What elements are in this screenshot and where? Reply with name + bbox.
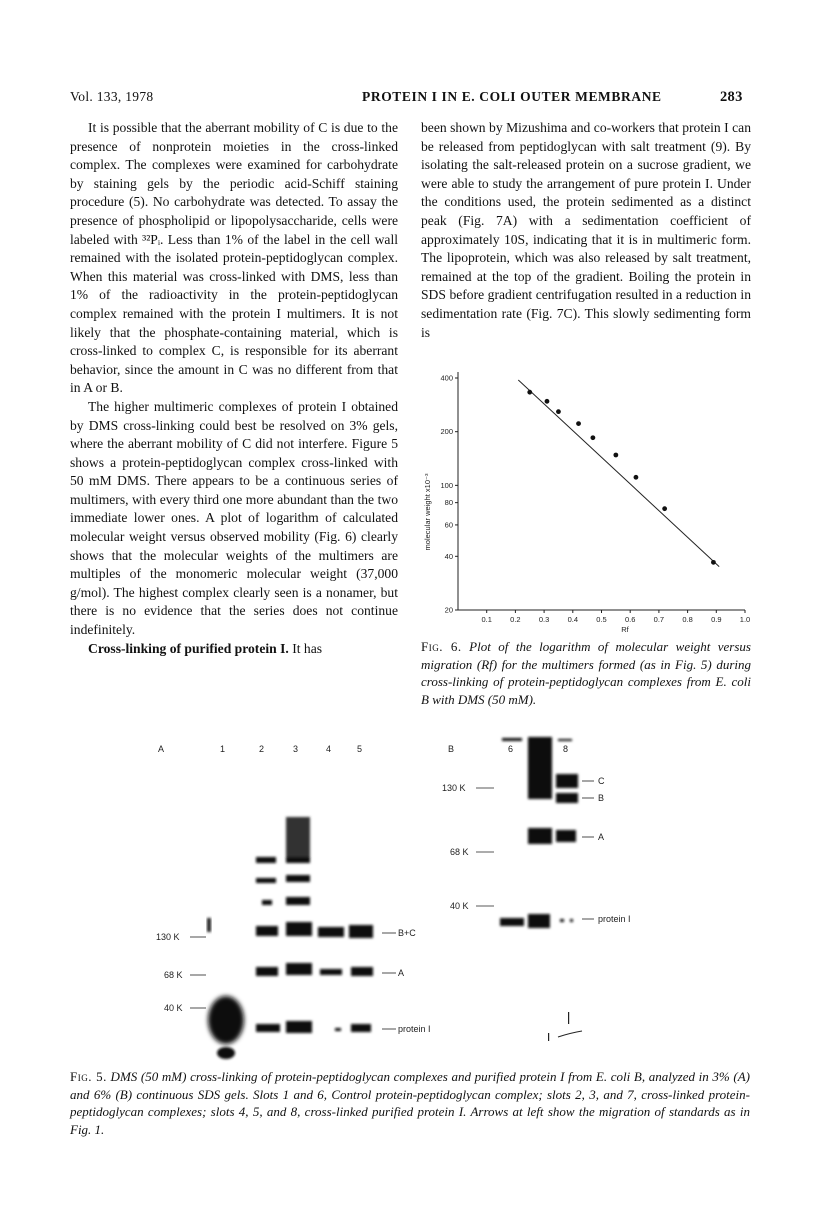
lane-6-bands <box>500 738 524 926</box>
y-axis-label: molecular weight x10⁻³ <box>423 473 432 551</box>
paragraph <box>70 640 398 659</box>
y-tick-label: 20 <box>444 605 453 615</box>
marker-label: 130 K <box>156 932 180 942</box>
marker-label: 40 K <box>450 901 469 911</box>
data-point <box>545 399 550 404</box>
y-tick-label: 60 <box>444 520 453 530</box>
panel-b-label: B <box>448 744 455 754</box>
paragraph: The higher multimeric complexes of protein I obtained by DMS cross-linking could best be resolved on 3% gels, where the aberrant mobility of C did not interfere. Figure 5 shows a protein-peptidoglycan complex cross-linked with 50 mM DMS. There appears to be a continuous series of multimers, with every third one more abundant than the two immediate lower ones. A plot of logarithm of calculated molecular weight versus observed mobility (Fig. 6) clearly shows that the molecular weights of the multimers are multiples of the monomeric molecular weight (37,000 g/mol). The highest complex clearly seen is a nonamer, but there is no evidence that the series does not continue indefinitely. <box>70 398 398 638</box>
band-label: protein I <box>598 914 631 924</box>
figure-6-plot <box>420 362 755 637</box>
lane-1-bands <box>207 918 244 1059</box>
data-point <box>634 475 639 480</box>
lane-number: 2 <box>259 744 265 754</box>
lane-2-bands <box>256 857 280 1032</box>
band-label: A <box>598 832 605 842</box>
data-point <box>576 421 581 426</box>
data-point <box>711 560 716 565</box>
gel-artifact-mark <box>558 1031 582 1037</box>
lane-7-bands <box>528 737 552 928</box>
plot-axes <box>458 372 745 610</box>
panel-a-label: A <box>158 744 165 754</box>
x-tick-label: 0.7 <box>653 615 665 624</box>
running-header-title: PROTEIN I IN E. COLI OUTER MEMBRANE <box>362 89 662 104</box>
y-tick-label: 40 <box>444 551 453 561</box>
lane-8-bands <box>556 739 578 922</box>
lane-4-bands <box>318 927 344 1031</box>
x-tick-label: 0.6 <box>624 615 636 624</box>
section-heading: Cross-linking of purified protein I. <box>88 640 289 656</box>
x-tick-label: 0.2 <box>510 615 521 624</box>
y-tick-label: 400 <box>440 373 453 383</box>
data-point <box>556 409 561 414</box>
paragraph: been shown by Mizushima and co-workers that protein I can be released from peptidoglycan with salt treatment (9). By isolating the salt-released protein on a sucrose gradient, we were able to study the arrangement of pure protein I. Under the conditions used, the protein sedimented as a distinct peak (Fig. 7A) with a sedimentation coefficient of approximately 10S, indicating that it is in multimeric form. The lipoprotein, which was also released by salt treatment, remained at the top of the gradient. Boiling the protein in SDS before gradient centrifugation resulted in a reduction in sedimentation rate (Fig. 7C). This slowly sedimenting form is <box>421 120 751 340</box>
figure-6-caption <box>421 638 751 708</box>
right-column <box>421 119 751 342</box>
lane-number: 6 <box>508 744 514 754</box>
band-label: B <box>598 793 605 803</box>
figure-5-caption <box>70 1068 750 1138</box>
x-axis-label: Rf <box>621 625 629 634</box>
page-number: 283 <box>720 89 743 105</box>
caption-text: Plot of the logarithm of molecular weight versus migration (Rf) for the multimers formed (as in Fig. 5) during cross-linking of protein-peptidoglycan complexes from E. coli B with DMS (50 mM). <box>421 639 751 707</box>
caption-label: Fig. 5. <box>70 1069 107 1084</box>
band-label: protein I <box>398 1024 431 1034</box>
x-tick-label: 0.1 <box>481 615 492 624</box>
y-tick-label: 200 <box>440 427 453 437</box>
x-tick-label: 0.5 <box>596 615 607 624</box>
lane-3-bands <box>286 817 312 1033</box>
gel-artifact-mark <box>548 1033 549 1041</box>
lane-number: 1 <box>220 744 226 754</box>
caption-label: Fig. 6. <box>421 639 462 654</box>
data-point <box>590 435 595 440</box>
lane-number: 4 <box>326 744 332 754</box>
x-tick-label: 1.0 <box>739 615 751 624</box>
data-point <box>527 390 532 395</box>
y-tick-label: 80 <box>444 498 453 508</box>
x-tick-label: 0.9 <box>711 615 722 624</box>
lane-number: 3 <box>293 744 299 754</box>
marker-label: 40 K <box>164 1003 183 1013</box>
marker-label: 68 K <box>164 970 183 980</box>
lane-number: 5 <box>357 744 363 754</box>
paragraph-text: It has <box>288 640 323 656</box>
lane-number: 8 <box>563 744 569 754</box>
x-tick-label: 0.8 <box>682 615 693 624</box>
left-column <box>70 119 398 658</box>
x-tick-label: 0.4 <box>567 615 579 624</box>
band-label: B+C <box>398 928 416 938</box>
band-label: A <box>398 968 405 978</box>
x-tick-label: 0.3 <box>538 615 550 624</box>
marker-label: 68 K <box>450 847 469 857</box>
caption-text: DMS (50 mM) cross-linking of protein-peptidoglycan complexes and purified protein I from E. coli B, analyzed in 3% (A) and 6% (B) continuous SDS gels. Slots 1 and 6, Control protein-peptidoglycan complex; slots 2, 3, and 7, cross-linked protein-peptidoglycan complexes; slots 4, 5, and 8, cross-linked purified protein I. Arrows at left show the migration of standards as in Fig. 1. <box>70 1069 750 1137</box>
data-point <box>662 506 667 511</box>
y-tick-label: 100 <box>440 480 453 490</box>
lane-5-bands <box>349 925 373 1032</box>
figure-5-gels <box>150 725 650 1065</box>
regression-line <box>518 380 719 567</box>
band-label: C <box>598 776 605 786</box>
paragraph: It is possible that the aberrant mobility of C is due to the presence of nonprotein moieties in the cross-linked complex. The complexes were examined for carbohydrate by staining gels by the periodic acid-Schiff staining procedure (5). No carbohydrate was detected. To assay the presence of phospholipid or lipopolysaccharide, cells were labeled with ³²Pᵢ. Less than 1% of the label in the cell wall remained with the isolated protein-peptidoglycan complex. When this material was cross-linked with DMS, less than 1% of the radioactivity in the protein-peptidoglycan complex remained with the protein I multimers. It is not likely that the phosphate-containing material, which is cross-linked to complex C, is responsible for its aberrant behavior, since the amount in C was no different from that in A or B. <box>70 120 398 396</box>
running-header-volume: Vol. 133, 1978 <box>70 89 154 104</box>
marker-label: 130 K <box>442 783 466 793</box>
gel-artifact-mark <box>568 1012 569 1024</box>
data-point <box>613 453 618 458</box>
